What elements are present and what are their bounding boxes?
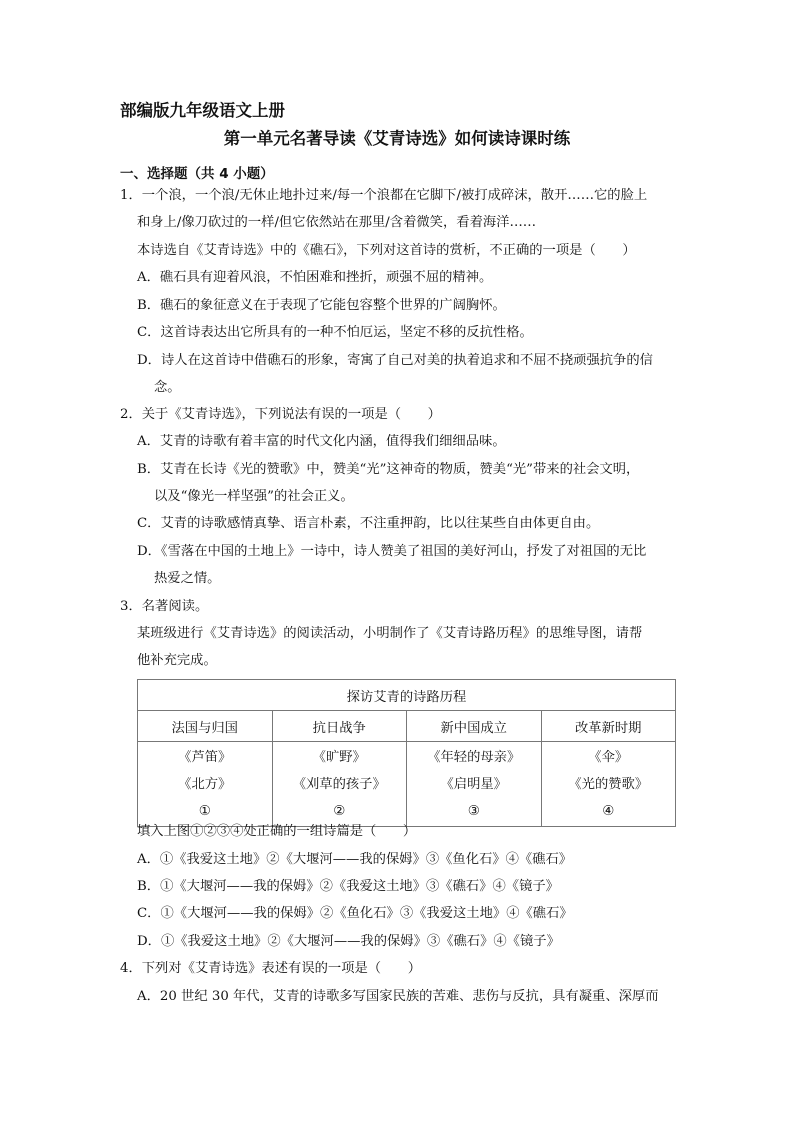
blank-marker-1: ① [198,803,211,819]
table-cell-text: 《刈草的孩子》 [292,776,386,792]
table-cell-text: 《旷野》 [312,749,366,765]
q2-option-c: C．艾青的诗歌感情真挚、语言朴素，不注重押韵，比以往某些自由体更自由。 [137,516,600,531]
q2-option-a: A．艾青的诗歌有着丰富的时代文化内涵，值得我们细细品味。 [137,434,506,449]
q4-stem: 4．下列对《艾青诗选》表述有误的一项是（ ） [120,961,421,976]
q3-stem: 3．名著阅读。 [120,599,209,614]
q3-option-d: D．①《我爱这土地》②《大堰河——我的保姆》③《礁石》④《镜子》 [137,934,560,949]
q1-option-d-line2: 念。 [154,380,181,395]
table-cell-col1 [138,742,273,827]
document-title-line2: 第一单元名著导读《艾青诗选》如何读诗课时练 [223,129,571,148]
q4-option-a-line1: A．20 世纪 30 年代，艾青的诗歌多写国家民族的苦难、悲伤与反抗，具有凝重、深厚而 [137,989,659,1004]
q2-option-b-line2: 以及“像光一样坚强”的社会正义。 [154,489,354,504]
table-header-reform-era: 改革新时期 [541,711,676,742]
q1-option-a: A．礁石具有迎着风浪，不怕困难和挫折，顽强不屈的精神。 [137,270,493,285]
table-header-new-china: 新中国成立 [407,711,542,742]
q3-option-b: B．①《大堰河——我的保姆》②《我爱这土地》③《礁石》④《镜子》 [137,879,559,894]
q2-option-d-line2: 热爱之情。 [154,571,221,586]
blank-marker-2: ② [333,803,346,819]
q3-intro-line1: 某班级进行《艾青诗选》的阅读活动，小明制作了《艾青诗路历程》的思维导图，请帮 [137,626,643,641]
blank-marker-4: ④ [602,803,615,819]
table-cell-text: 《北方》 [178,776,232,792]
table-cell-text: 《伞》 [588,749,629,765]
q1-stem-line3: 本诗选自《艾青诗选》中的《礁石》，下列对这首诗的赏析，不正确的一项是（ ） [137,243,636,258]
q3-option-c: C．①《大堰河——我的保姆》②《鱼化石》③《我爱这土地》④《礁石》 [137,906,573,921]
blank-marker-3: ③ [467,803,480,819]
q2-option-b-line1: B．艾青在长诗《光的赞歌》中，赞美“光”这神奇的物质，赞美“光”带来的社会文明， [137,462,640,477]
q1-stem-line1: 1．一个浪，一个浪/无休止地扑过来/每一个浪都在它脚下/被打成碎沫，散开……它的脸上 [120,188,648,203]
table-cell-col2 [272,742,407,827]
table-cell-text: 《年轻的母亲》 [427,749,521,765]
q1-option-b: B．礁石的象征意义在于表现了它能包容整个世界的广阔胸怀。 [137,298,506,313]
document-title-line1: 部编版九年级语文上册 [120,101,285,120]
table-header-anti-japanese-war: 抗日战争 [272,711,407,742]
table-cell-col4 [541,742,676,827]
q1-option-d-line1: D．诗人在这首诗中借礁石的形象，寄寓了自己对美的执着追求和不屈不挠顽强抗争的信 [137,353,653,368]
section-heading: 一、选择题（共 4 小题） [120,166,274,182]
table-cell-col3 [407,742,542,827]
q2-option-d-line1: D．《雪落在中国的土地上》一诗中，诗人赞美了祖国的美好河山，抒发了对祖国的无比 [137,544,647,559]
table-cell-text: 《芦笛》 [178,749,232,765]
q2-stem: 2．关于《艾青诗选》，下列说法有误的一项是（ ） [120,407,441,422]
q3-prompt: 填入上图①②③④处正确的一组诗篇是（ ） [137,824,417,839]
table-cell-text: 《启明星》 [440,776,507,792]
table-title: 探访艾青的诗路历程 [138,680,676,711]
table-header-france-return: 法国与归国 [138,711,273,742]
mind-map-table [137,679,676,827]
q1-stem-line2: 和身上/像刀砍过的一样/但它依然站在那里/含着微笑，看着海洋…… [137,215,537,230]
q3-option-a: A．①《我爱这土地》②《大堰河——我的保姆》③《鱼化石》④《礁石》 [137,852,573,867]
table-cell-text: 《光的赞歌》 [568,776,649,792]
q1-option-c: C．这首诗表达出它所具有的一种不怕厄运，坚定不移的反抗性格。 [137,325,533,340]
q3-intro-line2: 他补充完成。 [137,653,217,668]
